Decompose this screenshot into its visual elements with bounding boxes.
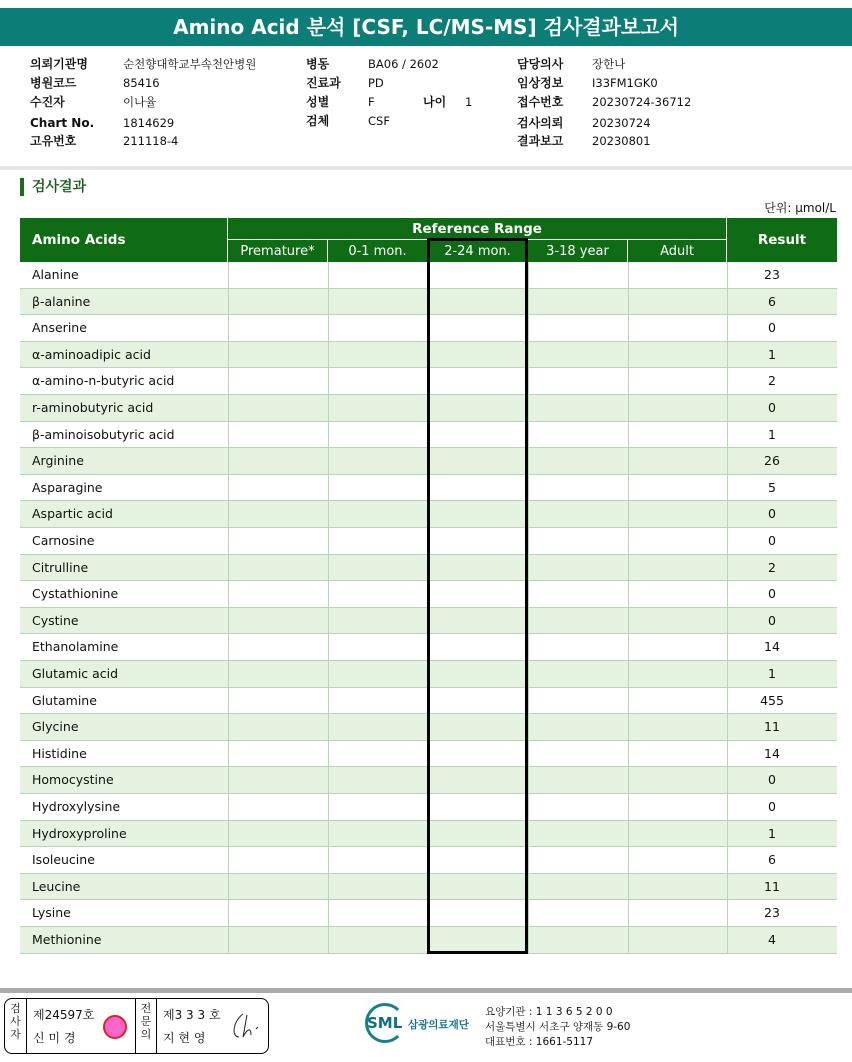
reference-cell <box>228 581 328 607</box>
amino-acid-name: β-alanine <box>32 293 91 309</box>
amino-acid-name: Leucine <box>32 878 81 894</box>
result-value: 0 <box>768 612 776 628</box>
reference-cell <box>628 661 728 687</box>
reference-cell <box>628 900 728 926</box>
reference-cell <box>328 794 428 820</box>
reference-cell <box>228 368 328 394</box>
signature-box <box>4 998 269 1054</box>
signature-icon <box>229 1011 265 1041</box>
logo-text: SML <box>367 1014 403 1032</box>
reference-cell <box>528 342 628 368</box>
section-title: 검사결과 <box>20 178 86 196</box>
reference-cell <box>628 767 728 793</box>
reference-cell <box>628 874 728 900</box>
result-value: 1 <box>768 666 776 681</box>
result-value: 0 <box>768 586 776 602</box>
reference-cell <box>628 714 728 740</box>
reference-cell <box>628 821 728 847</box>
reference-cell <box>528 767 628 793</box>
reference-cell <box>328 528 428 554</box>
reference-cell <box>528 608 628 634</box>
info-label: Chart No. <box>30 116 95 130</box>
amino-acid-name: β-aminoisobutyric acid <box>32 426 175 442</box>
amino-acid-name: Glutamic acid <box>32 666 119 681</box>
amino-acid-name: Cystathionine <box>32 586 119 602</box>
amino-acid-name: Cystine <box>32 612 79 628</box>
reference-cell <box>328 767 428 793</box>
result-value: 11 <box>764 719 780 735</box>
result-value: 0 <box>768 506 776 522</box>
reference-cell <box>528 714 628 740</box>
info-label: 의뢰기관명 <box>30 57 88 71</box>
reference-cell <box>328 714 428 740</box>
unit-label: 단위: μmol/L <box>764 201 836 215</box>
reference-cell <box>228 900 328 926</box>
reference-cell <box>228 555 328 581</box>
reference-cell <box>328 448 428 474</box>
result-value: 2 <box>768 373 776 389</box>
info-value: I33FM1GK0 <box>592 76 658 90</box>
result-value: 14 <box>764 745 780 761</box>
reference-cell <box>328 927 428 953</box>
info-label: 진료과 <box>306 76 341 90</box>
info-value: 211118-4 <box>123 134 179 148</box>
reference-cell <box>628 555 728 581</box>
divider <box>0 988 852 993</box>
reference-cell <box>328 900 428 926</box>
reference-cell <box>328 661 428 687</box>
age-value: 1 <box>465 95 473 109</box>
reference-cell <box>528 501 628 527</box>
result-value: 11 <box>764 878 780 894</box>
reference-cell <box>228 422 328 448</box>
result-value: 5 <box>768 479 776 495</box>
reference-cell <box>228 501 328 527</box>
reference-cell <box>528 874 628 900</box>
info-label: 병원코드 <box>30 76 77 90</box>
reference-cell <box>328 581 428 607</box>
amino-acid-name: Aspartic acid <box>32 506 113 522</box>
reference-cell <box>228 821 328 847</box>
reference-cell <box>228 714 328 740</box>
reference-cell <box>228 847 328 873</box>
result-value: 0 <box>768 772 776 788</box>
amino-acid-name: Alanine <box>32 267 79 282</box>
result-value: 0 <box>768 799 776 814</box>
org-name: 삼광의료재단 <box>408 1019 469 1031</box>
reference-cell <box>528 368 628 394</box>
reference-cell <box>528 634 628 660</box>
amino-acid-name: Hydroxyproline <box>32 825 127 841</box>
info-label: 검사의뢰 <box>517 116 564 130</box>
divider <box>0 166 852 170</box>
reference-cell <box>328 634 428 660</box>
result-value: 0 <box>768 400 776 415</box>
amino-acid-name: Histidine <box>32 745 87 761</box>
reference-cell <box>528 289 628 315</box>
reference-cell <box>628 422 728 448</box>
header-amino-acids: Amino Acids <box>20 218 228 262</box>
amino-acid-name: Lysine <box>32 905 71 921</box>
reference-cell <box>328 422 428 448</box>
reference-cell <box>328 342 428 368</box>
reference-cell <box>528 422 628 448</box>
reference-cell <box>528 847 628 873</box>
header-range-col: Adult <box>628 239 727 262</box>
reference-cell <box>628 581 728 607</box>
reference-cell <box>528 395 628 421</box>
reference-cell <box>528 448 628 474</box>
info-value: PD <box>368 76 384 90</box>
reference-cell <box>228 528 328 554</box>
reference-cell <box>528 794 628 820</box>
reference-cell <box>628 741 728 767</box>
amino-acid-name: Carnosine <box>32 533 95 548</box>
reference-cell <box>528 688 628 714</box>
reference-cell <box>328 555 428 581</box>
reference-cell <box>228 874 328 900</box>
amino-acid-name: Homocystine <box>32 772 114 788</box>
info-value: 20230724 <box>592 116 651 130</box>
info-label: 담당의사 <box>517 57 564 71</box>
result-value: 1 <box>768 346 776 362</box>
info-value: 순천향대학교부속천안병원 <box>123 57 257 71</box>
reviewer-name: 지 현 영 <box>163 1031 206 1045</box>
seal-icon <box>103 1015 127 1039</box>
info-label: 병동 <box>306 57 330 71</box>
info-label: 결과보고 <box>517 134 564 148</box>
result-value: 0 <box>768 320 776 336</box>
info-value: 20230724-36712 <box>592 95 692 109</box>
reference-cell <box>328 475 428 501</box>
footer-line: 요양기관 : 1 1 3 6 5 2 0 0 <box>485 1006 613 1018</box>
result-value: 2 <box>768 559 776 575</box>
result-value: 0 <box>768 533 776 548</box>
info-label: 검체 <box>306 114 330 128</box>
result-value: 14 <box>764 639 780 655</box>
reference-cell <box>328 847 428 873</box>
result-value: 4 <box>768 932 776 947</box>
footer-line: 서울특별시 서초구 양재동 9-60 <box>485 1021 631 1033</box>
reference-cell <box>228 315 328 341</box>
info-value: CSF <box>368 114 390 128</box>
reference-cell <box>628 395 728 421</box>
reference-cell <box>528 581 628 607</box>
reference-cell <box>228 342 328 368</box>
reference-cell <box>328 741 428 767</box>
reference-cell <box>228 448 328 474</box>
reference-cell <box>628 528 728 554</box>
header-result: Result <box>727 218 837 262</box>
reference-cell <box>628 688 728 714</box>
reference-cell <box>328 821 428 847</box>
reference-cell <box>528 528 628 554</box>
info-label: 임상정보 <box>517 76 564 90</box>
reference-cell <box>228 927 328 953</box>
reference-cell <box>628 501 728 527</box>
info-value: 장한나 <box>592 57 626 71</box>
info-value: 20230801 <box>592 134 651 148</box>
reference-cell <box>528 741 628 767</box>
reference-cell <box>228 688 328 714</box>
reference-cell <box>528 262 628 288</box>
amino-acid-name: Arginine <box>32 453 84 469</box>
footer-line: 대표번호 : 1661-5117 <box>485 1036 594 1048</box>
header-range-col: 2-24 mon. <box>428 239 528 262</box>
reference-cell <box>528 661 628 687</box>
highlight-box <box>427 238 528 954</box>
reference-cell <box>628 368 728 394</box>
reviewer-label: 전문의 <box>135 999 157 1053</box>
tester-name: 신 미 경 <box>33 1031 76 1045</box>
header-range-col: Premature* <box>228 239 328 262</box>
info-label: 접수번호 <box>517 95 564 109</box>
reference-cell <box>228 661 328 687</box>
age-label: 나이 <box>423 95 447 109</box>
header-reference-range: Reference Range <box>228 218 727 239</box>
amino-acid-name: Hydroxylysine <box>32 799 121 814</box>
info-label: 고유번호 <box>30 134 77 148</box>
info-value: BA06 / 2602 <box>368 57 439 71</box>
info-label: 수진자 <box>30 95 65 109</box>
reference-cell <box>628 475 728 501</box>
reference-cell <box>228 475 328 501</box>
tester-no: 제24597호 <box>33 1008 95 1022</box>
reference-cell <box>528 821 628 847</box>
result-value: 26 <box>764 453 780 469</box>
report-title: Amino Acid 분석 [CSF, LC/MS-MS] 검사결과보고서 <box>0 8 852 46</box>
header-range-col: 0-1 mon. <box>328 239 428 262</box>
info-value: F <box>368 95 375 109</box>
result-value: 6 <box>768 852 776 868</box>
reference-cell <box>528 927 628 953</box>
reference-cell <box>628 927 728 953</box>
result-value: 1 <box>768 825 776 841</box>
amino-acid-name: Ethanolamine <box>32 639 119 655</box>
reference-cell <box>228 608 328 634</box>
reference-cell <box>528 315 628 341</box>
info-label: 성별 <box>306 95 330 109</box>
reference-cell <box>528 900 628 926</box>
reference-cell <box>628 448 728 474</box>
reference-cell <box>328 395 428 421</box>
tester-label: 검사자 <box>5 999 27 1053</box>
amino-acid-name: Anserine <box>32 320 87 336</box>
reference-cell <box>328 608 428 634</box>
amino-acid-name: α-amino-n-butyric acid <box>32 373 175 389</box>
reference-cell <box>228 289 328 315</box>
reference-cell <box>628 634 728 660</box>
reference-cell <box>228 767 328 793</box>
reference-cell <box>628 262 728 288</box>
info-value: 이나율 <box>123 95 157 109</box>
amino-acid-name: Glycine <box>32 719 79 735</box>
reference-cell <box>528 475 628 501</box>
amino-acid-name: r-aminobutyric acid <box>32 400 154 415</box>
reference-cell <box>628 794 728 820</box>
reference-cell <box>328 368 428 394</box>
reference-cell <box>628 847 728 873</box>
result-value: 455 <box>760 692 784 708</box>
reference-cell <box>628 289 728 315</box>
amino-acid-name: Isoleucine <box>32 852 95 868</box>
result-value: 23 <box>764 905 780 921</box>
reference-cell <box>628 608 728 634</box>
reference-cell <box>628 342 728 368</box>
reference-cell <box>328 262 428 288</box>
reference-cell <box>528 555 628 581</box>
reference-cell <box>628 315 728 341</box>
amino-acid-name: Methionine <box>32 932 102 947</box>
info-value: 1814629 <box>123 116 175 130</box>
info-value: 85416 <box>123 76 160 90</box>
reference-cell <box>328 315 428 341</box>
reference-cell <box>328 289 428 315</box>
amino-acid-name: Asparagine <box>32 479 103 495</box>
result-value: 6 <box>768 293 776 309</box>
reference-cell <box>228 794 328 820</box>
reference-cell <box>328 688 428 714</box>
reference-cell <box>228 741 328 767</box>
amino-acid-name: α-aminoadipic acid <box>32 346 151 362</box>
amino-acid-name: Citrulline <box>32 559 89 575</box>
reference-cell <box>328 874 428 900</box>
amino-acid-name: Glutamine <box>32 692 97 708</box>
reference-cell <box>328 501 428 527</box>
reference-cell <box>228 262 328 288</box>
reviewer-no: 제3 3 3 호 <box>163 1008 221 1022</box>
reference-cell <box>228 395 328 421</box>
header-range-col: 3-18 year <box>528 239 628 262</box>
result-value: 23 <box>764 267 780 282</box>
reference-cell <box>228 634 328 660</box>
result-value: 1 <box>768 426 776 442</box>
